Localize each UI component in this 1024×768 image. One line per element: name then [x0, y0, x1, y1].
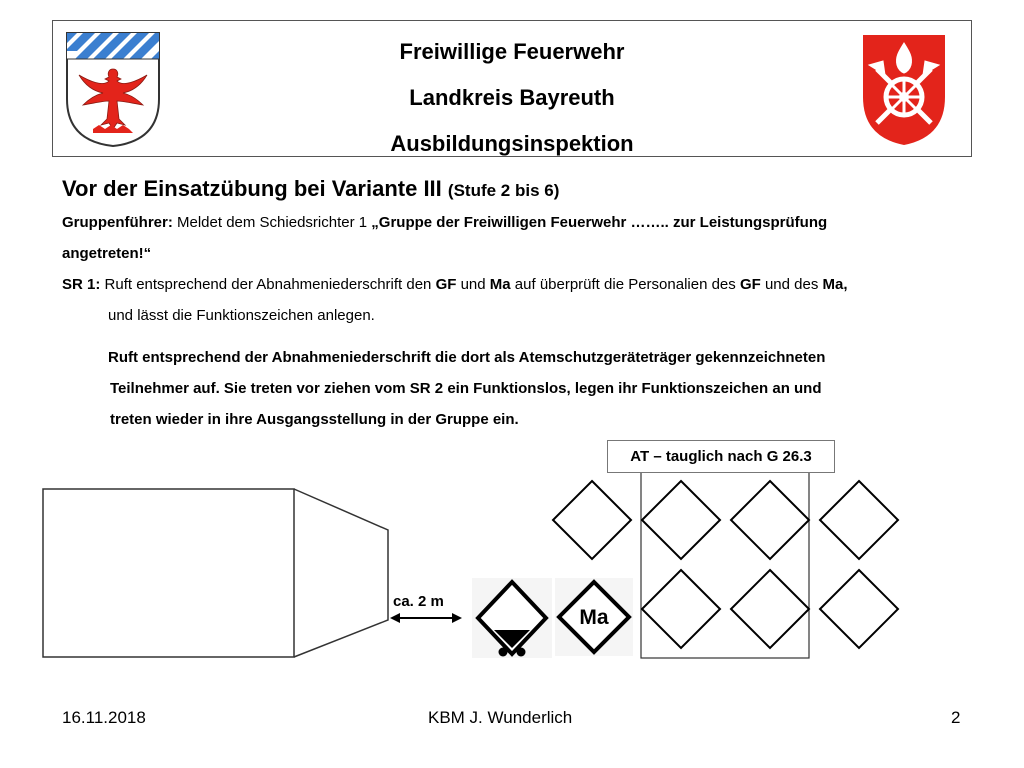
sr1-ma: Ma	[489, 276, 511, 293]
at-qualified-label: AT – tauglich nach G 26.3	[607, 440, 835, 473]
sr1-gf-2: GF	[739, 276, 761, 293]
header-line-2: Landkreis Bayreuth	[409, 85, 615, 110]
paragraph-3-line-1: Ruft entsprechend der Abnahmeniederschrift die dort als Atemschutzgeräteträger gekennzeichneten	[108, 349, 826, 366]
sr1-ma-2: Ma,	[822, 276, 848, 293]
group-leader-quote-end: angetreten!“	[62, 245, 152, 262]
sr1-text-1: Ruft entsprechend der Abnahmeniederschrift den	[104, 276, 432, 293]
member-position-diamond	[642, 570, 720, 648]
member-position-diamond	[820, 570, 898, 648]
vehicle-body	[43, 489, 294, 657]
group-leader-text: Meldet dem Schiedsrichter 1	[177, 214, 368, 231]
vehicle-front	[294, 489, 388, 657]
group-leader-label: Gruppenführer:	[62, 214, 173, 231]
distance-arrowhead-left	[390, 613, 400, 623]
sr1-label: SR 1:	[62, 276, 101, 293]
header-line-3: Ausbildungsinspektion	[390, 131, 634, 156]
sr1-gf: GF	[435, 276, 457, 293]
member-position-diamond	[553, 481, 631, 559]
member-position-diamond	[642, 481, 720, 559]
sr1-text-4: und des	[764, 276, 819, 293]
machinist-symbol-label: Ma	[579, 606, 609, 629]
paragraph-3-line-2: Teilnehmer auf. Sie treten vor ziehen vom SR 2 ein Funktionslos, legen ihr Funktionszeichen an und	[110, 380, 822, 397]
sr1-text-3: auf überprüft die Personalien des	[514, 276, 736, 293]
distance-arrowhead-right	[452, 613, 462, 623]
footer-author: KBM J. Wunderlich	[428, 708, 573, 727]
distance-label: ca. 2 m	[393, 593, 444, 610]
member-position-diamond	[731, 570, 809, 648]
footer-date: 16.11.2018	[62, 708, 146, 727]
member-position-diamond	[731, 481, 809, 559]
member-position-diamond	[820, 481, 898, 559]
slide-heading-main: Vor der Einsatzübung bei Variante III	[62, 176, 442, 201]
footer-page-number: 2	[951, 708, 961, 727]
group-leader-symbol-icon	[472, 578, 552, 658]
sr1-text-2: und	[460, 276, 486, 293]
group-leader-quote: „Gruppe der Freiwilligen Feuerwehr …….. zur Leistungsprüfung	[371, 214, 828, 231]
slide-heading-sub: (Stufe 2 bis 6)	[447, 181, 560, 200]
header-line-1: Freiwillige Feuerwehr	[399, 39, 625, 64]
sr1-line-2: und lässt die Funktionszeichen anlegen.	[108, 307, 375, 324]
paragraph-3-line-3: treten wieder in ihre Ausgangsstellung in der Gruppe ein.	[110, 411, 519, 428]
